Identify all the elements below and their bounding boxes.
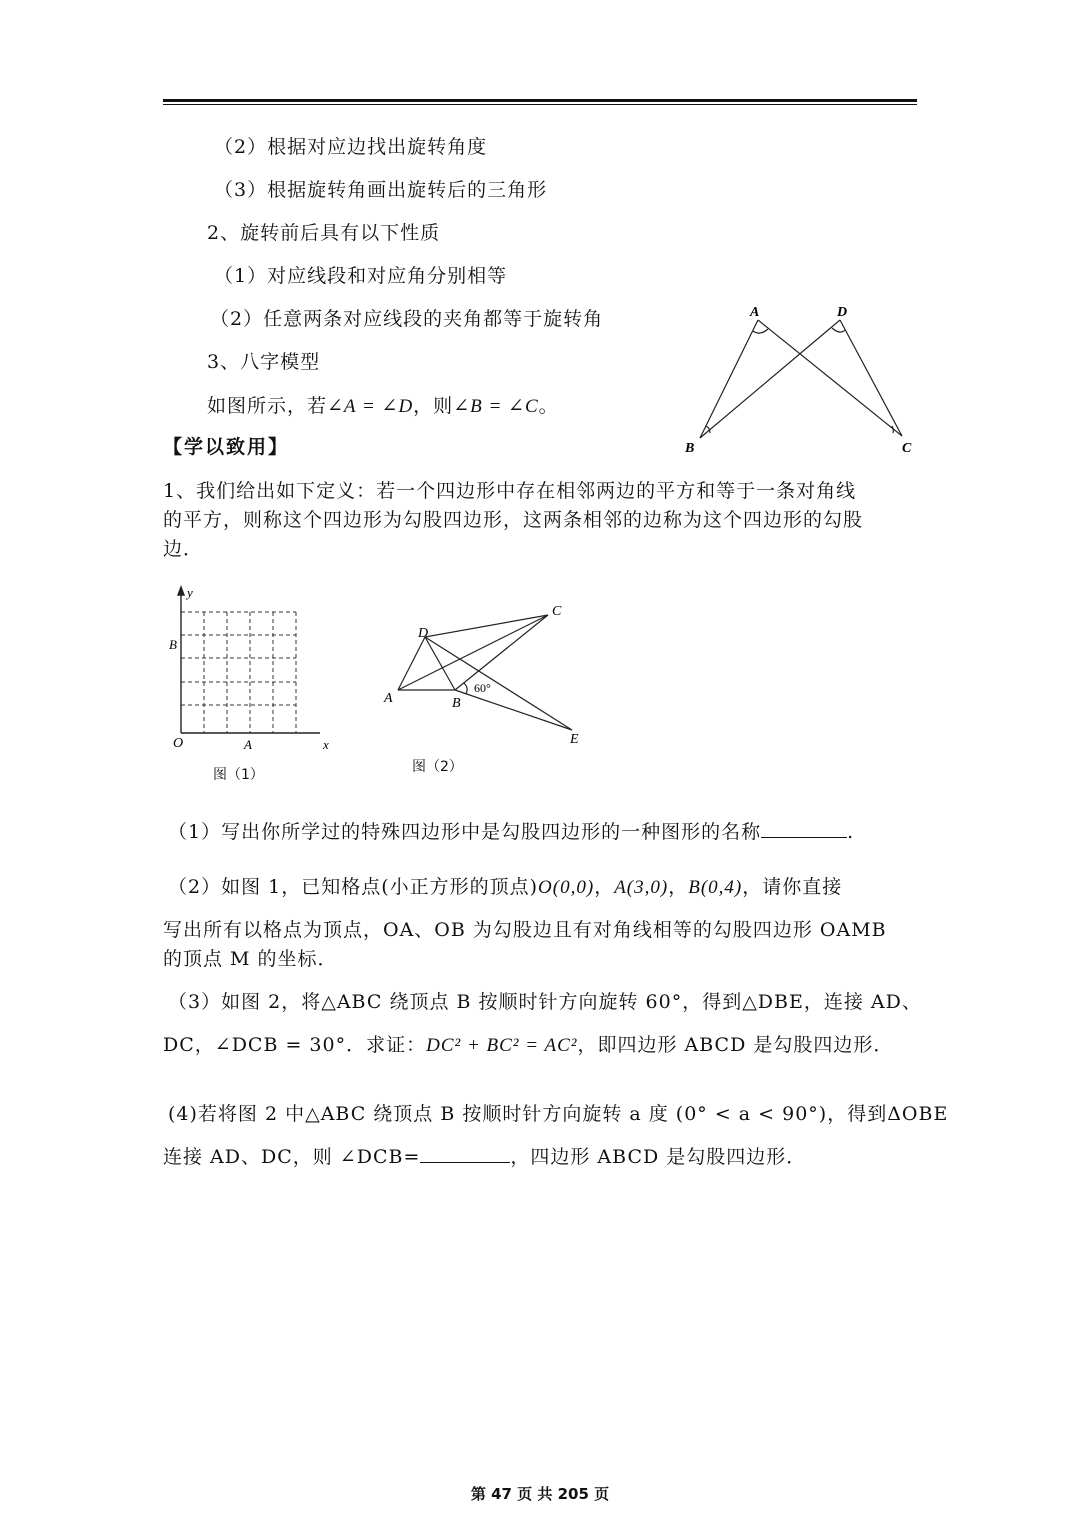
intro-step3: （3）根据旋转角画出旋转后的三角形 (214, 179, 548, 201)
label-B: B (452, 696, 461, 711)
pythagoras-equation: DC² + BC² = AC² (426, 1035, 578, 1056)
q1-part1: （1）写出你所学过的特殊四边形中是勾股四边形的一种图形的名称 . (168, 821, 855, 843)
label-A: A (750, 305, 760, 320)
angle-mark-A (753, 329, 768, 333)
q1-definition-line2: 的平方，则称这个四边形为勾股四边形，这两条相邻的边称为这个四边形的勾股 (163, 509, 864, 531)
segment-DC (840, 320, 902, 436)
q1-part2-line1: （2）如图 1，已知格点(小正方形的顶点)O(0,0)，A(3,0)，B(0,4)，请你直接 (168, 876, 843, 898)
q1-part2-line3: 的顶点 M 的坐标． (163, 948, 338, 970)
label-D: D (837, 305, 848, 320)
property-1: （1）对应线段和对应角分别相等 (214, 265, 508, 287)
properties-heading: 2、旋转前后具有以下性质 (207, 222, 441, 244)
q1-part2-line2: 写出所有以格点为顶点，OA、OB 为勾股边且有对角线相等的勾股四边形 OAMB (163, 919, 887, 941)
segment-AB (700, 320, 758, 438)
segment-DE (425, 637, 572, 730)
header-rule-thin (163, 104, 917, 105)
q1-definition-line3: 边． (163, 538, 204, 560)
label-E: E (570, 732, 579, 747)
label-x: x (323, 737, 329, 752)
grid-lines (181, 612, 296, 733)
answer-blank-4[interactable] (420, 1144, 510, 1163)
model-equation-2: ∠B = ∠C (453, 396, 539, 417)
figure-1-caption: 图（1） (213, 767, 264, 783)
q1-part4-line1: (4)若将图 2 中△ABC 绕顶点 B 按顺时针方向旋转 a 度 (0° < a < 90°)，得到ΔOBE (168, 1103, 949, 1125)
header-rule-thick (163, 99, 917, 102)
eight-model-figure (680, 300, 920, 460)
model-statement: 如图所示，若∠A = ∠D，则∠B = ∠C。 (207, 395, 559, 417)
point-O: O(0,0) (538, 877, 595, 898)
q1-part3-line2: DC，∠DCB = 30°．求证：DC² + BC² = AC²，即四边形 ABCD 是勾股四边形． (163, 1034, 894, 1056)
y-axis-arrow-icon (178, 587, 184, 595)
label-B: B (685, 441, 695, 456)
angle-mark-C (892, 426, 893, 433)
intro-step2: （2）根据对应边找出旋转角度 (214, 136, 488, 158)
label-y: y (187, 585, 193, 600)
figure-2-rotation (380, 595, 600, 755)
segment-BE (455, 690, 572, 730)
section-title: 【学以致用】 (163, 436, 290, 458)
segment-AC (758, 320, 902, 436)
segment-DC (425, 615, 548, 637)
label-C: C (902, 441, 912, 456)
label-O: O (173, 736, 184, 751)
segment-AD (398, 637, 425, 690)
label-D: D (418, 626, 429, 641)
label-B: B (169, 637, 177, 652)
label-A: A (244, 737, 252, 752)
figure-2-caption: 图（2） (412, 759, 463, 775)
model-heading: 3、八字模型 (207, 351, 321, 373)
segment-DB (700, 320, 840, 438)
q1-part3-line1: （3）如图 2，将△ABC 绕顶点 B 按顺时针方向旋转 60°，得到△DBE，连接 AD、 (168, 991, 922, 1013)
label-A: A (384, 691, 393, 706)
point-A: A(3,0) (614, 877, 669, 898)
angle-label: 60° (474, 681, 491, 695)
model-equation-1: ∠A = ∠D (327, 396, 414, 417)
q1-part4-line2: 连接 AD、DC，则 ∠DCB= ，四边形 ABCD 是勾股四边形． (163, 1146, 807, 1168)
answer-blank-1[interactable] (761, 819, 847, 838)
angle-60-mark (464, 683, 467, 694)
angle-mark-D (832, 328, 845, 332)
q1-definition-line1: 1、我们给出如下定义：若一个四边形中存在相邻两边的平方和等于一条对角线 (163, 480, 857, 502)
segment-BC (455, 615, 548, 690)
figure-1-grid (165, 585, 345, 755)
property-2: （2）任意两条对应线段的夹角都等于旋转角 (210, 308, 604, 330)
point-B: B(0,4) (688, 877, 743, 898)
page-footer: 第 47 页 共 205 页 (470, 1485, 610, 1503)
label-C: C (552, 604, 562, 619)
